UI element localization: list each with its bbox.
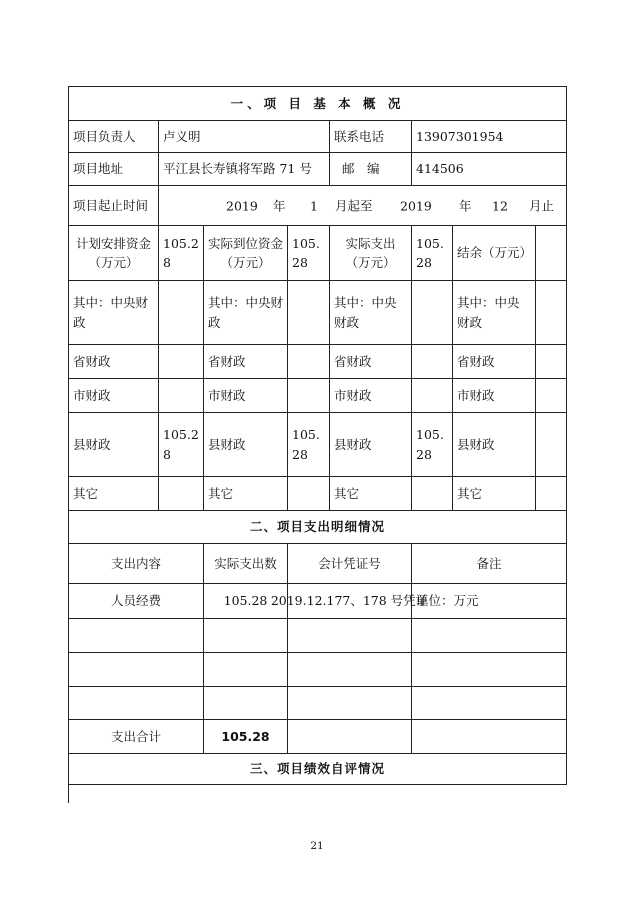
period-label: 项目起止时间 [69,186,159,226]
section1-title: 一、项 目 基 本 概 况 [69,87,567,121]
central-finance-value-4 [536,281,567,345]
central-finance-value-3 [412,281,453,345]
planned-funds-value: 105.28 [159,226,204,281]
detail-row-2-note [412,619,567,653]
detail-row-3-voucher [288,653,412,687]
city-finance-value-2 [288,379,330,413]
city-finance-value-3 [412,379,453,413]
detail-header-voucher: 会计凭证号 [288,544,412,584]
total-note-empty [412,720,567,754]
leader-value: 卢义明 [159,121,330,153]
arrived-funds-value: 105.28 [288,226,330,281]
period-year-char: 年 [273,197,286,213]
provincial-finance-label-3: 省财政 [330,345,412,379]
period-end-text: 月止 [529,197,555,213]
postcode-label: 邮 编 [330,153,412,186]
spent-funds-label-line1: 实际支出 [345,235,396,251]
postcode-value: 414506 [412,153,567,186]
county-finance-label-4: 县财政 [453,413,536,477]
other-finance-label-3: 其它 [330,477,412,511]
city-finance-label-3: 市财政 [330,379,412,413]
detail-row-2-amount [204,619,288,653]
detail-row-4-content [69,687,204,720]
county-finance-value-4 [536,413,567,477]
detail-row-3-note [412,653,567,687]
central-finance-label-4: 其中：中央财政 [453,281,536,345]
arrived-funds-label-line2: （万元） [220,255,271,270]
total-label: 支出合计 [69,720,204,754]
period-start-month: 1 [310,197,318,213]
county-finance-label-2: 县财政 [204,413,288,477]
detail-row-4-amount [204,687,288,720]
other-finance-label-4: 其它 [453,477,536,511]
county-finance-value-2: 105.28 [288,413,330,477]
other-finance-value-3 [412,477,453,511]
central-finance-label-3: 其中：中央财政 [330,281,412,345]
address-value: 平江县长寿镇将军路 71 号 [159,153,330,186]
detail-header-content: 支出内容 [69,544,204,584]
city-finance-label-4: 市财政 [453,379,536,413]
page-number: 21 [310,840,324,852]
central-finance-value-1 [159,281,204,345]
address-label: 项目地址 [69,153,159,186]
arrived-funds-label-line1: 实际到位资金 [208,235,284,251]
period-end-month: 12 [492,197,508,213]
provincial-finance-value-3 [412,345,453,379]
phone-value: 13907301954 [412,121,567,153]
city-finance-value-4 [536,379,567,413]
city-finance-label-1: 市财政 [69,379,159,413]
section3-title: 三、项目绩效自评情况 [69,754,567,785]
county-finance-label-1: 县财政 [69,413,159,477]
leader-label: 项目负责人 [69,121,159,153]
period-start-year: 2019 [226,197,258,213]
central-finance-value-2 [288,281,330,345]
city-finance-value-1 [159,379,204,413]
detail-row-1-voucher: 2019.12.177、178 号凭证 [288,584,412,619]
detail-row-1-content: 人员经费 [69,584,204,619]
detail-row-3-content [69,653,204,687]
period-to-text: 月起至 [335,197,373,213]
detail-row-1-amount: 105.28 [204,584,288,619]
provincial-finance-value-2 [288,345,330,379]
balance-value [536,226,567,281]
detail-row-1-note: 单位：万元 [412,584,567,619]
detail-row-4-voucher [288,687,412,720]
central-finance-label-1: 其中：中央财政 [69,281,159,345]
county-finance-label-3: 县财政 [330,413,412,477]
period-end-year-char: 年 [459,197,472,213]
other-finance-label-2: 其它 [204,477,288,511]
detail-row-2-content [69,619,204,653]
provincial-finance-label-1: 省财政 [69,345,159,379]
phone-label: 联系电话 [330,121,412,153]
central-finance-label-2: 其中：中央财政 [204,281,288,345]
section2-title: 二、项目支出明细情况 [69,511,567,544]
total-value: 105.28 [204,720,288,754]
other-finance-value-1 [159,477,204,511]
provincial-finance-value-4 [536,345,567,379]
other-finance-value-4 [536,477,567,511]
detail-header-amount: 实际支出数 [204,544,288,584]
spent-funds-value: 105.28 [412,226,453,281]
provincial-finance-label-4: 省财政 [453,345,536,379]
balance-label: 结余（万元） [453,226,536,281]
provincial-finance-label-2: 省财政 [204,345,288,379]
detail-row-4-note [412,687,567,720]
detail-header-note: 备注 [412,544,567,584]
detail-row-3-amount [204,653,288,687]
county-finance-value-3: 105.28 [412,413,453,477]
spent-funds-label-line2: （万元） [345,255,396,270]
spent-funds-label [330,226,412,281]
period-end-year: 2019 [400,197,432,213]
provincial-finance-value-1 [159,345,204,379]
project-form-table [68,86,567,803]
other-finance-label-1: 其它 [69,477,159,511]
planned-funds-label: 计划安排资金（万元） [69,226,159,281]
period-value [159,186,567,226]
county-finance-value-1: 105.28 [159,413,204,477]
other-finance-value-2 [288,477,330,511]
arrived-funds-label [204,226,288,281]
detail-row-2-voucher [288,619,412,653]
total-voucher-empty [288,720,412,754]
city-finance-label-2: 市财政 [204,379,288,413]
